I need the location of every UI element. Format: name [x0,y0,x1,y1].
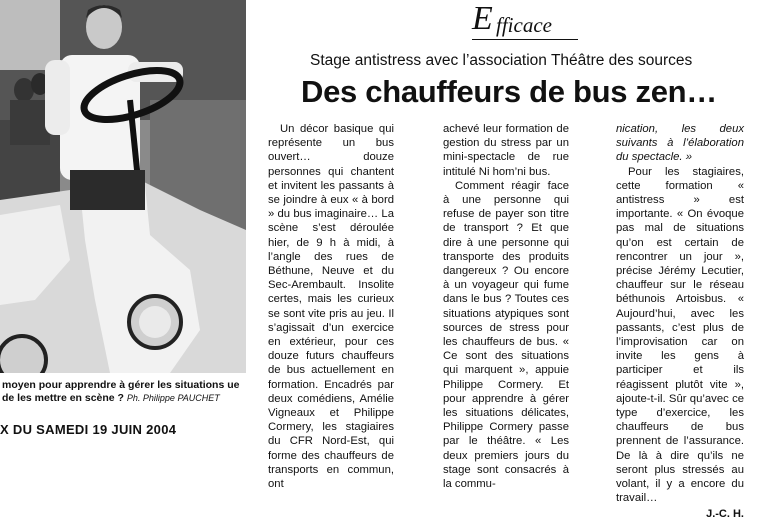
rubric-capital: E [472,0,493,37]
article-column-2 [443,122,569,491]
article-column-3 [616,122,744,522]
col2-paragraph-1: achevé leur formation de gestion du stress par un mini-spectacle de rue intitulé Ni hom’ni bus. [443,123,569,178]
col3-paragraph-1: nication, les deux suivants à l’élaboration du spectacle. » [616,123,744,164]
article-photo [0,0,246,373]
author-signature: J.-C. H. [706,508,744,521]
article-kicker: Stage antistress avec l’association Théâtre des sources [310,52,693,69]
rubric-underline [472,39,578,40]
newspaper-date-footer: X DU SAMEDI 19 JUIN 2004 [0,422,177,437]
col2-paragraph-2: Comment réagir face à une personne qui refuse de payer son titre de transport ? Et que dire à une personne qui transporte des produits dangereux ? Ou encore à un voyageur qui fume dans le bus ? Toutes ces situations atypiques sont sources de stress pour les chauffeurs de bus. « Ce sont des situations qui marquent », appuie Philippe Cormery. Et pour apprendre à gérer les situations délicates, Philippe Cormery passe par le théâtre. « Les deux premiers jours du stage sont consacrés à la commu- [443,179,569,491]
col1-paragraph: Un décor basique qui représente un bus ouvert… douze personnes qui chantent et invitent les passants à se joindre à eux « à bord » du bus imaginaire… La scène s’est déroulée hier, de 9 h à midi, à l’angle des rues de Béthune, Neuve et du Sec-Arembault. Insolite certes, mais les curieux se sont vite pris au jeu. Il s’agissait d’un exercice en extérieur, pour ces douze futurs chauffeurs de bus actuellement en formation. Encadrés par deux comédiens, Amélie Vigneaux et Philippe Cormery, les stagiaires du CFR Nord-Est, qui forme des chauffeurs de transports en commun, ont [268,123,394,491]
section-rubric [472,2,582,38]
photo-credit: Ph. Philippe PAUCHET [126,393,220,403]
rubric-rest: fficace [496,13,552,37]
bus-driver-photo [0,0,246,373]
caption-text: moyen pour apprendre à gérer les situations ue de les mettre en scène ? [2,379,240,404]
photo-caption [2,379,248,405]
col3-paragraph-2: Pour les stagiaires, cette formation « antistress » est importante. « On évoque pas mal de situations qu’on est certain de rencontrer un jour », précise Jérémy Lecutier, chauffeur sur le réseau béthunois Artoisbus. « Aujourd’hui, avec les passants, c’est plus de l’improvisation car on invite les gens à participer et ils réagissent plutôt vite », ajoute-t-il. Sûr qu’avec ce type d’exercice, les chauffeurs de bus prennent de l’assurance. De là à dire qu’ils ne seront plus stressés au volant, il y a encore du travail… [616,165,744,505]
article-column-1 [268,122,394,491]
article-headline: Des chauffeurs de bus zen… [301,74,717,109]
